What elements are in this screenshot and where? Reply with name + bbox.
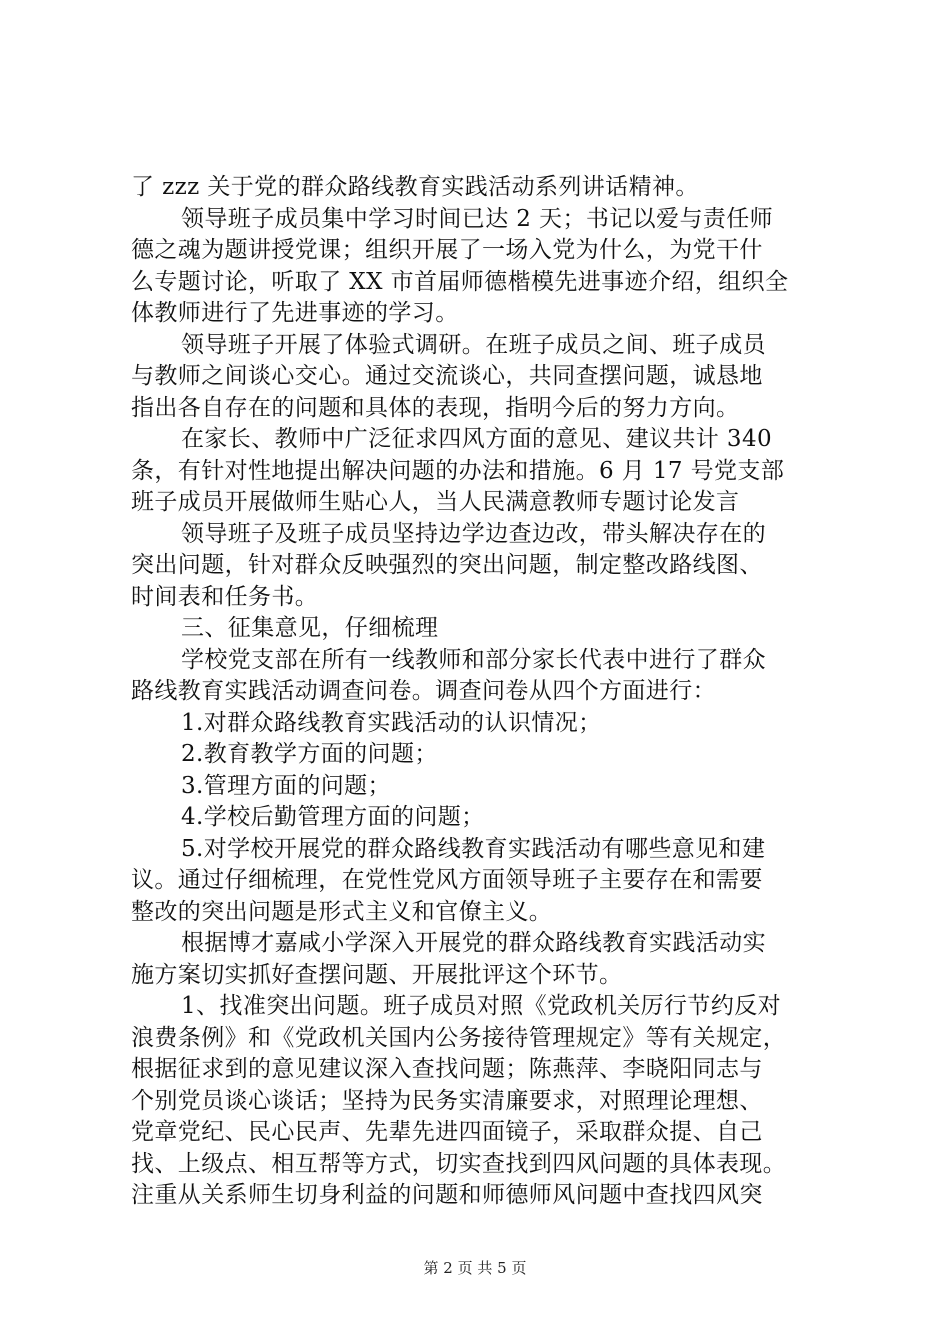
text-line: 施方案切实抓好查摆问题、开展批评这个环节。 [131, 961, 623, 988]
text-line: 德之魂为题讲授党课；组织开展了一场入党为什么，为党干什 [131, 237, 763, 263]
text-line: 1.对群众路线教育实践活动的认识情况； [181, 709, 602, 736]
text-line: 领导班子开展了体验式调研。在班子成员之间、班子成员 [181, 331, 766, 358]
text-line: 学校党支部在所有一线教师和部分家长代表中进行了群众 [181, 646, 766, 673]
text-line: 5.对学校开展党的群众路线教育实践活动有哪些意见和建 [181, 835, 766, 862]
text-line: 领导班子成员集中学习时间已达 2 天；书记以爱与责任师 [181, 205, 774, 232]
text-line: 突出问题，针对群众反映强烈的突出问题，制定整改路线图、 [131, 552, 763, 578]
text-line: 体教师进行了先进事迹的学习。 [131, 300, 459, 326]
page-footer: 第 2 页 共 5 页 [423, 1259, 527, 1277]
text-line: 路线教育实践活动调查问卷。调查问卷从四个方面进行： [131, 678, 716, 704]
text-line: 整改的突出问题是形式主义和官僚主义。 [131, 898, 553, 925]
text-line: 指出各自存在的问题和具体的表现，指明今后的努力方向。 [131, 394, 740, 421]
text-line: 议。通过仔细梳理，在党性党风方面领导班子主要存在和需要 [131, 867, 763, 893]
text-line: 与教师之间谈心交心。通过交流谈心，共同查摆问题，诚恳地 [131, 363, 763, 389]
text-line: 三、征集意见，仔细梳理 [181, 615, 439, 641]
document-body [131, 172, 831, 1212]
text-line: 领导班子及班子成员坚持边学边查边改，带头解决存在的 [181, 520, 766, 547]
text-line: 浪费条例》和《党政机关国内公务接待管理规定》等有关规定， [131, 1024, 787, 1051]
text-line: 根据征求到的意见建议深入查找问题；陈燕萍、李晓阳同志与 [131, 1056, 763, 1082]
text-line: 班子成员开展做师生贴心人，当人民满意教师专题讨论发言 [131, 489, 740, 515]
text-line: 找、上级点、相互帮等方式，切实查找到四风问题的具体表现。 [131, 1150, 787, 1177]
text-line: 个别党员谈心谈话；坚持为民务实清廉要求，对照理论理想、 [131, 1087, 763, 1114]
text-line: 在家长、教师中广泛征求四风方面的意见、建议共计 340 [181, 426, 773, 452]
text-line: 根据博才嘉咸小学深入开展党的群众路线教育实践活动实 [181, 930, 766, 956]
text-line: 时间表和任务书。 [131, 583, 319, 610]
text-line: 注重从关系师生切身利益的问题和师德师风问题中查找四风突 [131, 1182, 763, 1208]
text-line: 4.学校后勤管理方面的问题； [181, 804, 485, 830]
text-line: 1、找准突出问题。班子成员对照《党政机关厉行节约反对 [181, 993, 782, 1019]
text-line: 么专题讨论，听取了 XX 市首届师德楷模先进事迹介绍，组织全 [131, 268, 789, 295]
text-line: 3.管理方面的问题； [181, 772, 391, 799]
text-line: 2.教育教学方面的问题； [181, 741, 438, 767]
text-line: 条，有针对性地提出解决问题的办法和措施。6 月 17 号党支部 [131, 457, 785, 484]
text-line: 党章党纪、民心民声、先辈先进四面镜子，采取群众提、自己 [131, 1119, 763, 1145]
text-line: 了 zzz 关于党的群众路线教育实践活动系列讲话精神。 [131, 174, 699, 200]
